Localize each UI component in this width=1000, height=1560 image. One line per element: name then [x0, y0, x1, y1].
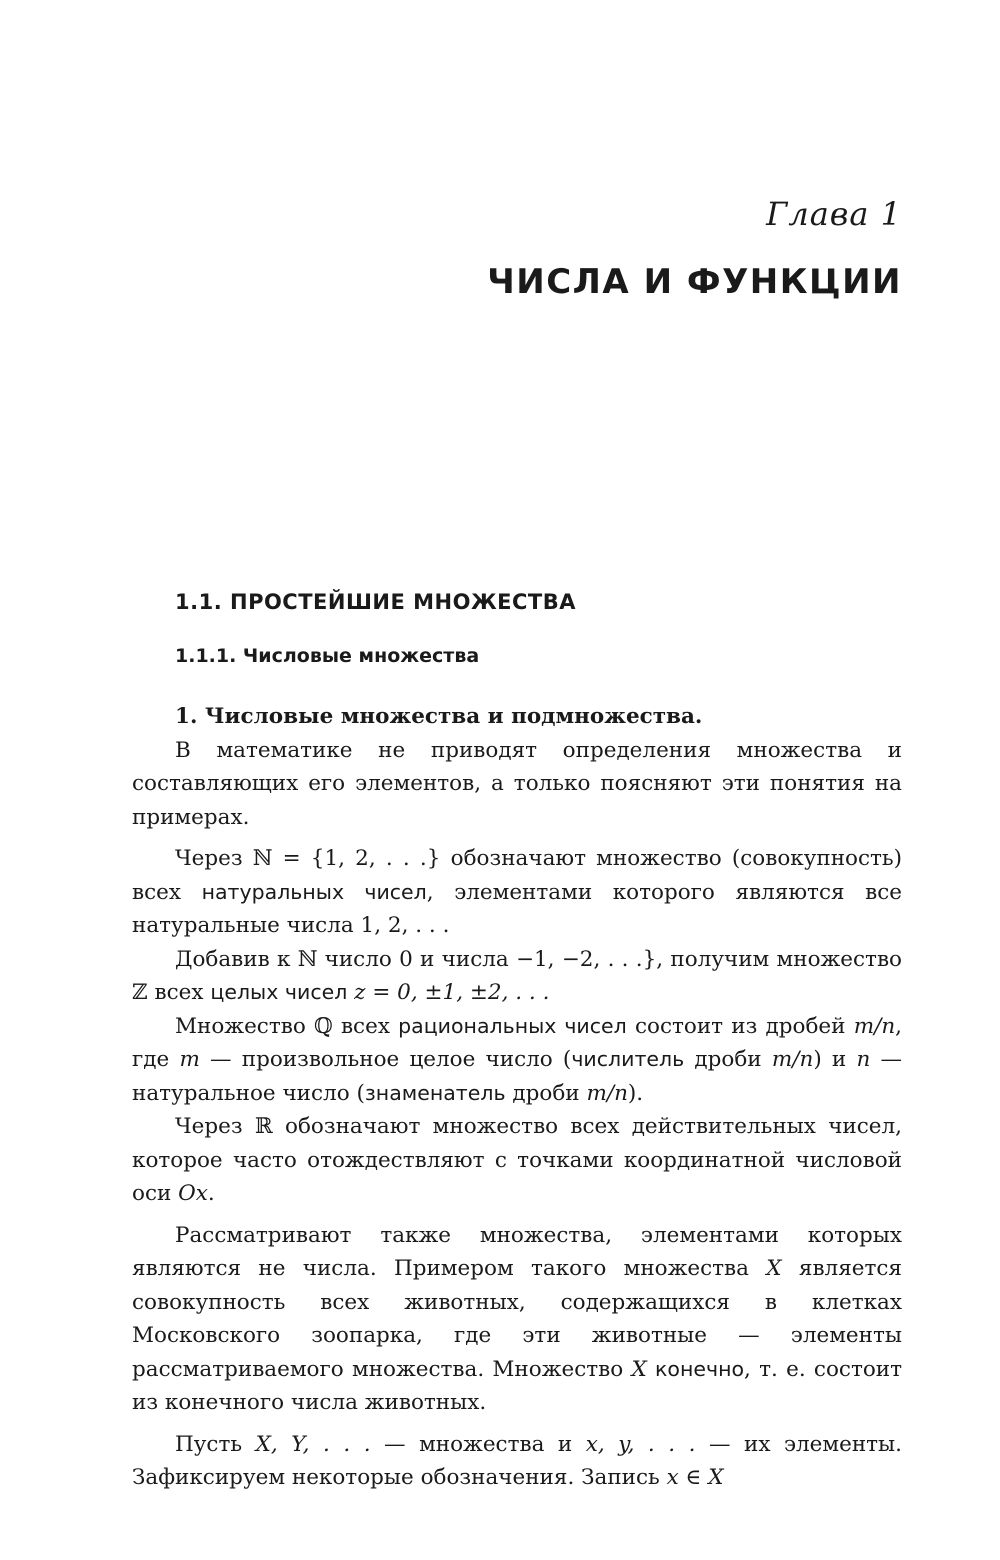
math-symbol: m [179, 1047, 200, 1072]
text-run: Множество [175, 1013, 314, 1039]
text-run: число [317, 946, 400, 972]
math-symbol: ℝ [254, 1114, 273, 1139]
math-symbol: 0 [399, 946, 413, 972]
math-symbol: ℤ [132, 980, 148, 1005]
text-run: дроби [505, 1080, 587, 1106]
paragraph-6 [132, 1219, 902, 1420]
text-run: всех [147, 980, 211, 1005]
text-run: и числа [412, 946, 516, 972]
math-formula: x ∈ X [666, 1465, 724, 1490]
text-run: Через [175, 1114, 255, 1139]
text-run: , где [132, 1013, 903, 1072]
text-run: , получим множество [656, 946, 902, 972]
text-run: Через [175, 846, 253, 871]
math-symbol: n [856, 1047, 871, 1072]
text-run: ). [627, 1080, 644, 1106]
chapter-label: Глава 1 [766, 195, 902, 233]
math-formula: m/n [853, 1013, 896, 1039]
term-integers: целых чисел [210, 980, 348, 1004]
math-formula: x, y, . . . [585, 1431, 696, 1457]
text-run [647, 1357, 655, 1382]
chapter-title: ЧИСЛА И ФУНКЦИИ [487, 262, 902, 302]
math-formula: 1, 2, . . . [360, 913, 450, 938]
math-formula: X, Y, . . . [255, 1431, 371, 1457]
text-run: Добавив к [175, 946, 298, 972]
section-title: 1.1. ПРОСТЕЙШИЕ МНОЖЕСТВА [175, 590, 577, 614]
subsection-title: 1.1.1. Числовые множества [175, 645, 480, 667]
item-heading: 1. Числовые множества и подмножества. [175, 704, 703, 729]
text-run: , элементами которого являются все натуральные числа [132, 879, 902, 938]
paragraph-4 [132, 1010, 902, 1111]
text-run: дроби [684, 1047, 772, 1072]
paragraph-2 [132, 842, 902, 943]
paragraph-3 [132, 943, 902, 1010]
term-denominator: знаменатель [364, 1080, 506, 1105]
paragraph-5 [132, 1110, 902, 1211]
term-finite: конечно [655, 1356, 745, 1381]
text-run: . [207, 1181, 215, 1206]
body-text [132, 700, 902, 1495]
math-formula: m/n [586, 1080, 628, 1106]
math-symbol: X [766, 1256, 782, 1281]
text-run: — их элементы. Зафиксируем некоторые обозначения. Запись [132, 1431, 902, 1490]
math-formula: ℕ = {1, 2, . . .} [252, 846, 441, 871]
text-run: Пусть [175, 1431, 256, 1457]
text-run: состоит из дробей [626, 1013, 854, 1039]
text-run: Рассматривают также множества, элементами которых являются не числа. Примером такого множества [132, 1222, 902, 1281]
item-heading-paragraph [132, 700, 902, 734]
term-numerator: числитель [571, 1047, 685, 1071]
math-symbol: Ox [178, 1181, 208, 1206]
text-run: обозначают множество всех действительных чисел, которое часто отождествляют с точками координатной числовой оси [132, 1114, 902, 1206]
text-run: — натуральное число ( [132, 1047, 903, 1106]
math-formula: m/n [771, 1047, 814, 1072]
text-run: обозначают множество (совокупность) всех [132, 846, 903, 905]
math-symbol: X [631, 1356, 647, 1382]
math-symbol: ℕ [297, 946, 318, 972]
math-symbol: ℚ [314, 1013, 333, 1039]
text-run: — множества и [370, 1431, 586, 1457]
paragraph-1: В математике не приводят определения множества и составляющих его элементов, а только поясняют эти понятия на примерах. [132, 737, 902, 830]
term-rationals: рациональных чисел [398, 1013, 627, 1038]
text-run: всех [332, 1013, 399, 1039]
math-formula: z = 0, ±1, ±2, . . . [354, 980, 550, 1005]
text-run: является совокупность всех животных, содержащихся в клетках Московского зоопарка, где эти животные — элементы рассматриваемого множества. Множество [132, 1256, 902, 1382]
math-formula: −1, −2, . . .} [515, 946, 657, 972]
text-run: ) и [813, 1047, 857, 1072]
paragraph-7 [132, 1428, 902, 1495]
term-natural-numbers: натуральных чисел [201, 879, 427, 904]
text-run: , т. е. состоит из конечного числа животных. [132, 1356, 903, 1415]
text-run: — произвольное целое число ( [199, 1047, 572, 1072]
